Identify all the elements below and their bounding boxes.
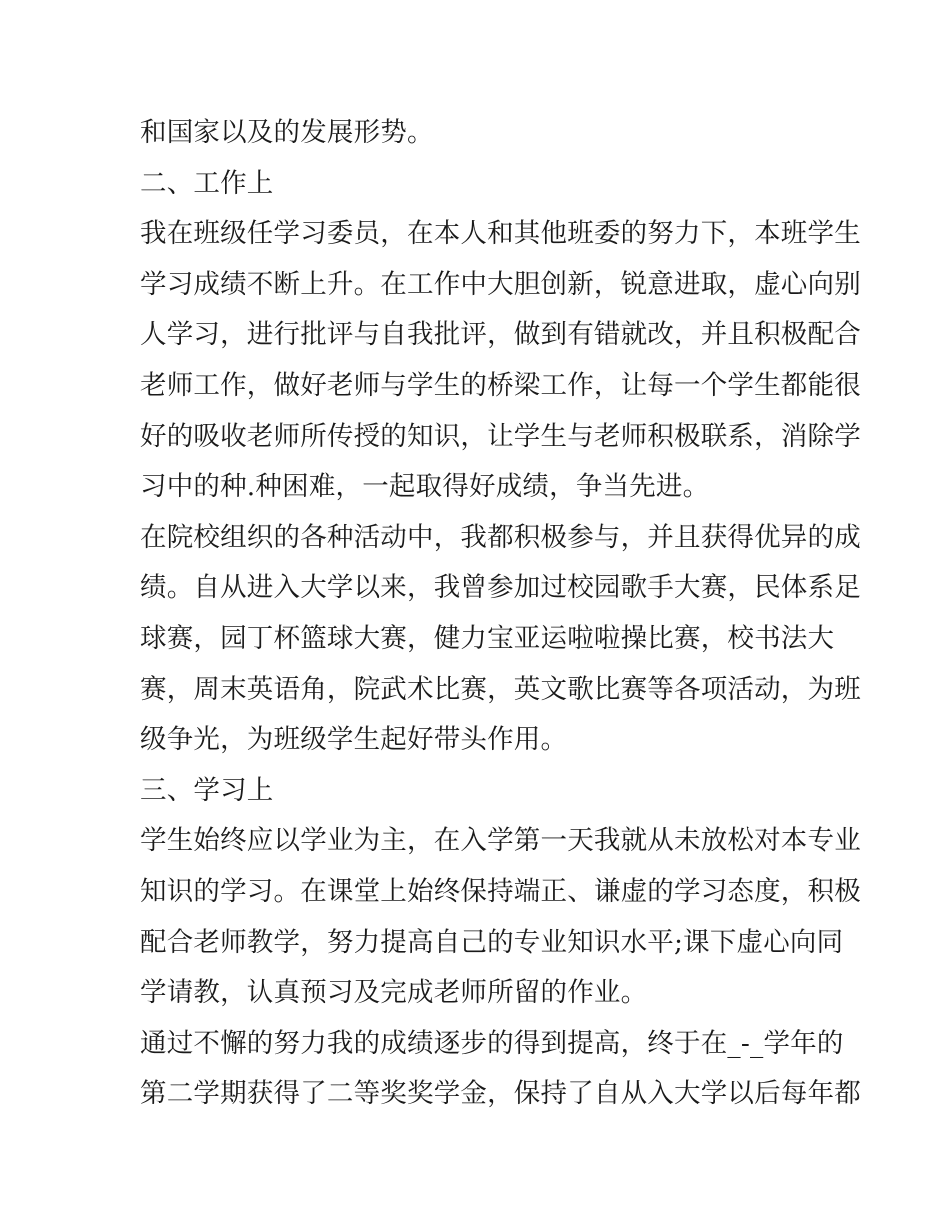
paragraph-line: 级争光，为班级学生起好带头作用。 (140, 724, 568, 756)
section-heading-study: 三、学习上 (140, 774, 274, 806)
paragraph-line: 和国家以及的发展形势。 (140, 117, 434, 148)
paragraph-line: 通过不懈的努力我的成绩逐步的得到提高，终于在_-_学年的 (140, 1027, 844, 1059)
paragraph-line: 知识的学习。在课堂上始终保持端正、谦虚的学习态度，积极 (140, 875, 861, 907)
paragraph-line: 学生始终应以学业为主，在入学第一天我就从未放松对本专业 (140, 825, 861, 857)
section-heading-work: 二、工作上 (140, 167, 274, 199)
paragraph-line: 球赛，园丁杯篮球大赛，健力宝亚运啦啦操比赛，校书法大 (140, 622, 835, 654)
paragraph-line: 人学习，进行批评与自我批评，做到有错就改，并且积极配合 (140, 319, 861, 351)
paragraph-line: 我在班级任学习委员，在本人和其他班委的努力下，本班学生 (140, 218, 861, 250)
paragraph-line: 在院校组织的各种活动中，我都积极参与，并且获得优异的成 (140, 521, 861, 553)
paragraph-line: 老师工作，做好老师与学生的桥梁工作，让每一个学生都能很 (140, 369, 861, 401)
paragraph-line: 学习成绩不断上升。在工作中大胆创新，锐意进取，虚心向别 (140, 268, 861, 300)
paragraph-line: 学请教，认真预习及完成老师所留的作业。 (140, 977, 648, 1009)
paragraph-line: 绩。自从进入大学以来，我曾参加过校园歌手大赛，民体系足 (140, 572, 861, 604)
document-page (140, 108, 861, 1120)
paragraph-line: 配合老师教学，努力提高自己的专业知识水平;课下虚心向同 (140, 926, 844, 958)
paragraph-line: 好的吸收老师所传授的知识，让学生与老师积极联系，消除学 (140, 420, 861, 452)
paragraph-line: 赛，周末英语角，院武术比赛，英文歌比赛等各项活动，为班 (140, 673, 861, 705)
paragraph-line: 第二学期获得了二等奖奖学金，保持了自从入大学以后每年都 (140, 1078, 861, 1110)
paragraph-line: 习中的种.种困难，一起取得好成绩，争当先进。 (140, 471, 710, 503)
